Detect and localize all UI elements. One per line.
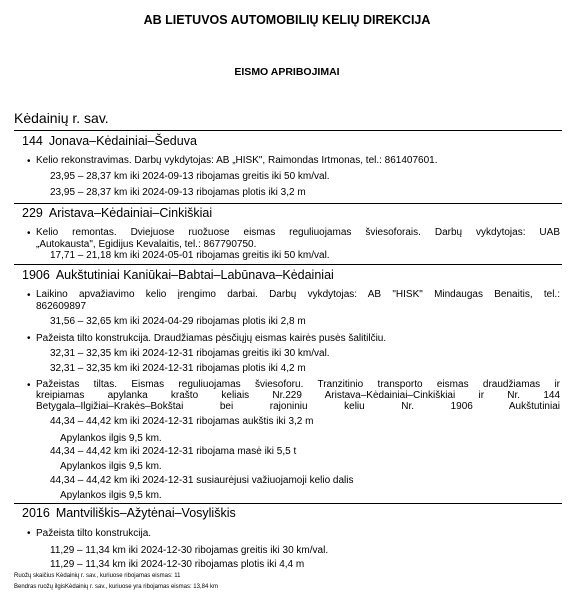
road-heading-144 (22, 134, 197, 148)
road-heading-2016 (22, 506, 236, 520)
restriction-description: Betygala–Ilgižiai–Krakės–Bokštai bei rajoniniu keliu Nr. 1906 Aukštutiniai (36, 401, 560, 412)
restriction-line: 11,29 – 11,34 km iki 2024-12-30 ribojamas greitis iki 30 km/val. (50, 545, 329, 556)
restriction-description: Pažeista tilto konstrukcija. Draudžiamas pėsčiųjų eismas kairės pusės šalitilčiu. (36, 333, 387, 344)
restriction-description: Kelio rekonstravimas. Darbų vykdytojas: AB „HISK", Raimondas Irtmonas, tel.: 861407601. (36, 155, 438, 166)
road-divider (14, 503, 562, 504)
road-name: Aristava–Kėdainiai–Cinkiškiai (48, 206, 213, 220)
road-number: 229 (22, 206, 43, 220)
restriction-description: Laikino apvažiavimo kelio įrengimo darbai. Darbų vykdytojas: AB "HISK" Mindaugas Benaitis, tel.: (36, 289, 560, 300)
bullet-icon: • (27, 528, 31, 539)
bullet-icon: • (27, 380, 31, 391)
restriction-line: 23,95 – 28,37 km iki 2024-09-13 ribojamas plotis iki 3,2 m (50, 187, 306, 198)
detour-length: Apylankos ilgis 9,5 km. (60, 490, 162, 501)
bullet-icon: • (27, 228, 31, 239)
district-name: Kėdainių r. sav. (14, 110, 109, 126)
restriction-description: Kelio remontas. Dviejuose ruožuose eismas reguliuojamas šviesoforais. Darbų vykdytojas: UAB (36, 227, 560, 238)
restriction-line: 17,71 – 21,18 km iki 2024-05-01 ribojamas greitis iki 50 km/val. (50, 250, 330, 261)
bullet-icon: • (27, 156, 31, 167)
road-number: 144 (22, 134, 43, 148)
document-title: AB LIETUVOS AUTOMOBILIŲ KELIŲ DIREKCIJA (143, 13, 431, 27)
bullet-icon: • (27, 290, 31, 301)
restriction-description: Pažeistas tiltas. Eismas reguliuojamas šviesoforu. Tranzitinio transporto eismas draudžiamas ir (36, 379, 560, 390)
document-subtitle: EISMO APRIBOJIMAI (234, 66, 340, 78)
restriction-line: 32,31 – 32,35 km iki 2024-12-31 ribojamas plotis iki 4,2 m (50, 363, 306, 374)
restriction-line: 11,29 – 11,34 km iki 2024-12-30 ribojamas plotis iki 4,4 m (50, 559, 305, 570)
detour-length: Apylankos ilgis 9,5 km. (60, 461, 162, 472)
footer-section-count: Ruožų skaičius Kėdainių r. sav., kuriuose ribojamas eismas: 11 (14, 573, 181, 579)
restriction-description: kreipiamas apylanka krašto keliais Nr.229 Aristava–Kėdainiai–Cinkiškiai ir Nr. 144 (36, 390, 560, 401)
detour-length: Apylankos ilgis 9,5 km. (60, 433, 162, 444)
road-divider (14, 203, 562, 204)
restriction-line: 44,34 – 44,42 km iki 2024-12-31 susiaurėjusi važiuojamoji kelio dalis (50, 475, 354, 486)
road-name: Jonava–Kėdainiai–Šeduva (48, 134, 197, 148)
restriction-line: 23,95 – 28,37 km iki 2024-09-13 ribojamas greitis iki 50 km/val. (50, 171, 330, 182)
road-divider (14, 130, 562, 131)
restriction-description: Pažeista tilto konstrukcija. (36, 528, 152, 539)
road-heading-1906 (22, 268, 334, 282)
road-divider (14, 264, 562, 265)
road-number: 1906 (22, 268, 50, 282)
restriction-line: 32,31 – 32,35 km iki 2024-12-31 ribojamas greitis iki 30 km/val. (50, 348, 330, 359)
restriction-description: 862609897 (36, 301, 87, 312)
restriction-description: „Autokausta", Egidijus Kevalaitis, tel.: 867790750. (36, 239, 257, 250)
restriction-line: 44,34 – 44,42 km iki 2024-12-31 ribojamas aukštis iki 3,2 m (50, 416, 314, 427)
bullet-icon: • (27, 333, 31, 344)
road-name: Mantviliškis–Ažytėnai–Vosyliškis (55, 506, 236, 520)
restriction-line: 44,34 – 44,42 km iki 2024-12-31 ribojama masė iki 5,5 t (50, 446, 297, 457)
road-number: 2016 (22, 506, 50, 520)
road-heading-229 (22, 206, 212, 220)
road-name: Aukštutiniai Kaniūkai–Babtai–Labūnava–Kėdainiai (55, 268, 334, 282)
footer-total-length: Bendras ruožų ilgisKėdainių r. sav., kuriuose yra ribojamas eismas: 13,84 km (14, 584, 218, 590)
restriction-line: 31,56 – 32,65 km iki 2024-04-29 ribojamas plotis iki 2,8 m (50, 316, 306, 327)
